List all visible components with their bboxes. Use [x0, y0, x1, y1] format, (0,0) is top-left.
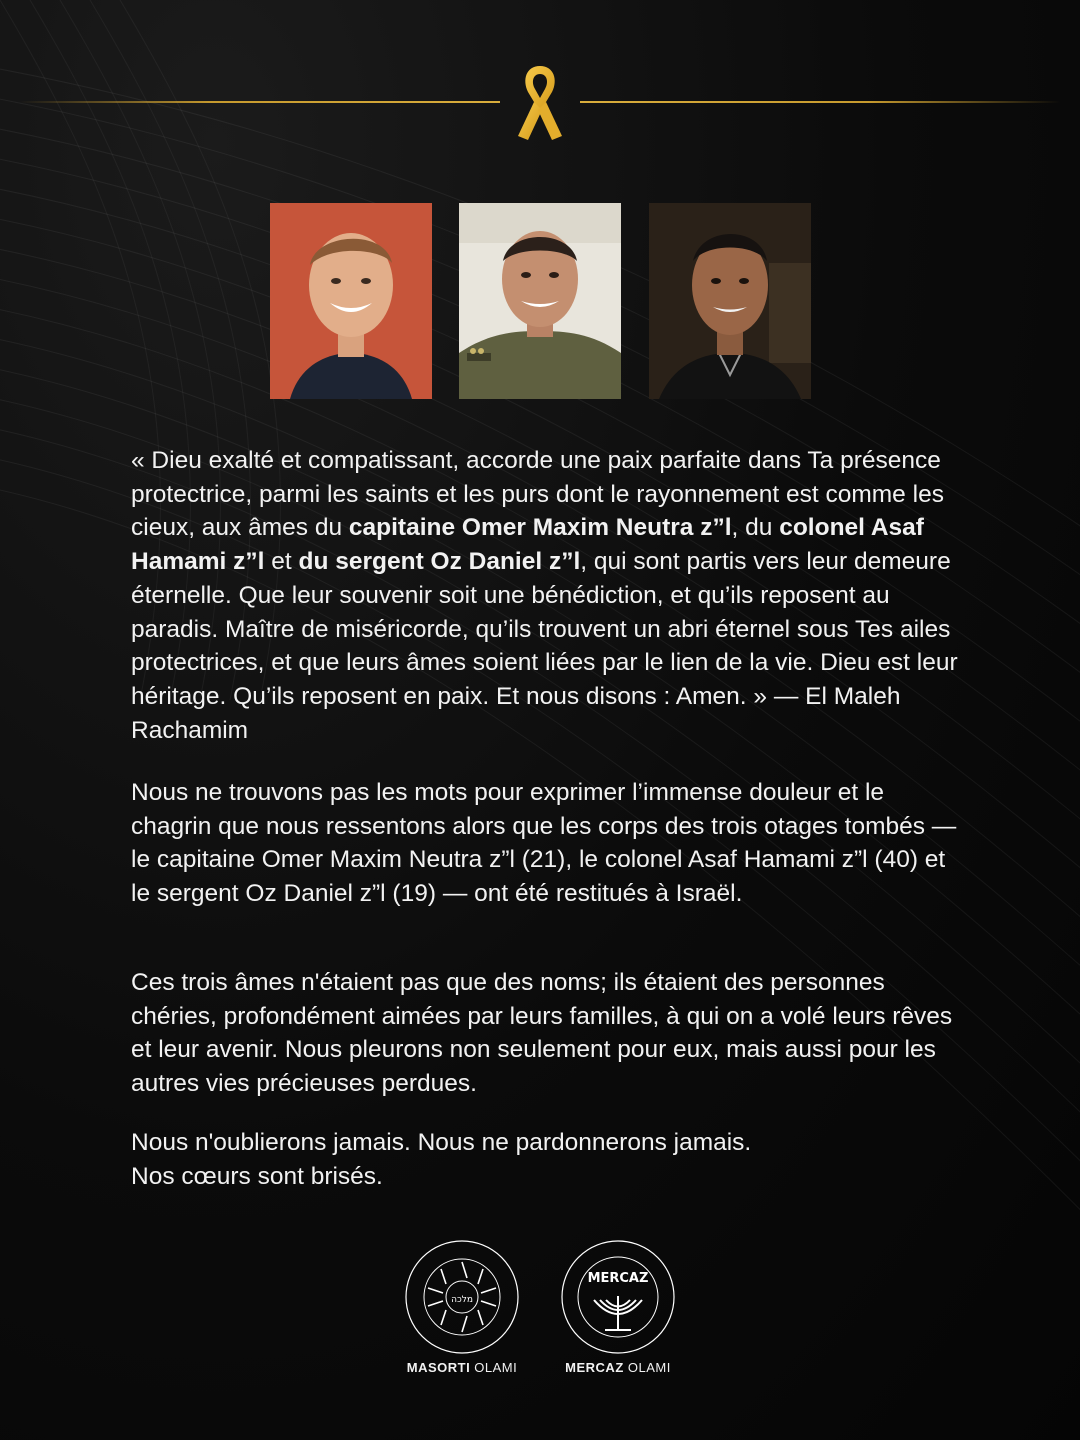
paragraph-closing: [131, 1126, 961, 1193]
paragraph-souls: Ces trois âmes n'étaient pas que des noms; ils étaient des personnes chéries, profondément aimées par leurs familles, à qui on a volé leurs rêves et leur avenir. Nous pleurons non seulement pour eux, mais aussi pour les autres vies précieuses perdues.: [131, 969, 953, 1098]
mercaz-olami-caption: MERCAZ OLAMI: [565, 1360, 671, 1375]
photo-omer-maxim-neutra: [270, 203, 432, 399]
closing-line-1: Nous n'oublierons jamais. Nous ne pardonnerons jamais.: [131, 1129, 752, 1156]
prayer-name-asaf: colonel Asaf Hamami z”l: [131, 514, 924, 576]
mercaz-olami-logo: [558, 1238, 678, 1375]
el-maleh-rachamim-prayer: [131, 444, 961, 747]
photo-oz-daniel: [649, 203, 811, 399]
masorti-olami-emblem-icon: [403, 1238, 521, 1356]
prayer-text-4: , qui sont partis vers leur demeure éternelle. Que leur souvenir soit une bénédiction, et qu’ils reposent au paradis. Maître de miséricorde, qu’ils trouvent un abri éternel sous Tes ailes protectrices, et que leurs âmes soient liées par le lien de la vie. Dieu est leur héritage. Qu’ils reposent en paix. Et nous disons : Amen. » — El Maleh Rachamim: [131, 548, 958, 744]
prayer-name-omer: capitaine Omer Maxim Neutra z”l: [348, 514, 732, 542]
paragraph-grief: Nous ne trouvons pas les mots pour exprimer l’immense douleur et le chagrin que nous ressentons alors que les corps des trois otages tombés — le capitaine Omer Maxim Neutra z”l (21), le colonel Asaf Hamami z”l (40) et le sergent Oz Daniel z”l (19) — ont été restitués à Israël.: [131, 779, 957, 908]
prayer-text-3: et: [264, 548, 299, 576]
mercaz-olami-emblem-icon: [559, 1238, 677, 1356]
closing-line-2: Nos cœurs sont brisés.: [131, 1162, 383, 1190]
prayer-text-2: , du: [731, 514, 780, 542]
yellow-ribbon-icon: [510, 62, 570, 144]
photo-asaf-hamami: [459, 203, 621, 399]
svg-text:MERCAZ: MERCAZ: [587, 1271, 649, 1286]
prayer-name-oz: du sergent Oz Daniel z”l: [298, 548, 581, 576]
gold-divider-left: [20, 101, 500, 103]
masorti-olami-caption: MASORTI OLAMI: [406, 1360, 518, 1375]
masorti-olami-logo: [402, 1238, 522, 1375]
prayer-text-1: « Dieu exalté et compatissant, accorde une paix parfaite dans Ta présence protectrice, parmi les saints et les purs dont le rayonnement est comme les cieux, aux âmes du: [131, 447, 944, 542]
svg-text:מלכה: מלכה: [451, 1295, 473, 1305]
gold-divider-right: [580, 101, 1060, 103]
